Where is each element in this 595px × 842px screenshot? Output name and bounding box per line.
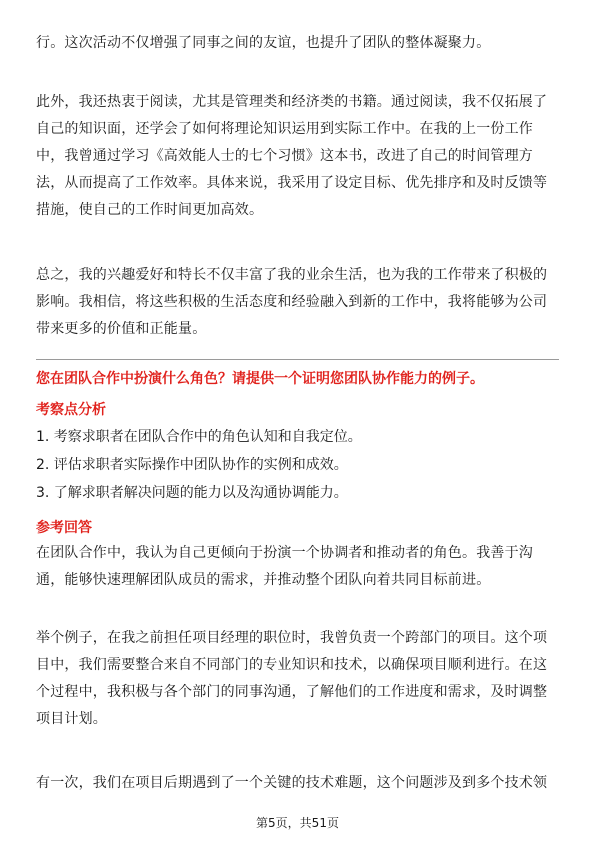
text-line: 法，从而提高了工作效率。具体来说，我采用了设定目标、优先排序和及时反馈等 xyxy=(36,175,548,191)
text-line: 有一次，我们在项目后期遇到了一个关键的技术难题，这个问题涉及到多个技术领 xyxy=(36,775,548,791)
analysis-item: 1. 考察求职者在团队合作中的角色认知和自我定位。 xyxy=(36,429,362,445)
answer-heading: 参考回答 xyxy=(36,520,92,536)
paragraph-reading xyxy=(36,89,560,224)
paragraph-answer-example xyxy=(36,625,560,733)
text-line: 影响。我相信，将这些积极的生活态度和经验融入到新的工作中，我将能够为公司 xyxy=(36,294,548,310)
section-divider xyxy=(36,359,559,360)
text-line: 项目计划。 xyxy=(36,711,107,727)
paragraph-answer-role xyxy=(36,540,560,594)
text-line: 举个例子，在我之前担任项目经理的职位时，我曾负责一个跨部门的项目。这个项 xyxy=(36,630,548,646)
analysis-heading: 考察点分析 xyxy=(36,402,106,418)
text-line: 行。这次活动不仅增强了同事之间的友谊，也提升了团队的整体凝聚力。 xyxy=(36,35,491,51)
text-line: 在团队合作中，我认为自己更倾向于扮演一个协调者和推动者的角色。我善于沟 xyxy=(36,545,533,561)
text-line: 个过程中，我积极与各个部门的同事沟通，了解他们的工作进度和需求，及时调整 xyxy=(36,684,548,700)
interview-question: 您在团队合作中扮演什么角色？请提供一个证明您团队协作能力的例子。 xyxy=(36,371,484,387)
paragraph-summary xyxy=(36,262,560,343)
text-line: 通，能够快速理解团队成员的需求，并推动整个团队向着共同目标前进。 xyxy=(36,572,491,588)
text-line: 带来更多的价值和正能量。 xyxy=(36,321,207,337)
analysis-item: 3. 了解求职者解决问题的能力以及沟通协调能力。 xyxy=(36,485,348,501)
paragraph-answer-problem xyxy=(36,770,560,797)
text-line: 中，我曾通过学习《高效能人士的七个习惯》这本书，改进了自己的时间管理方 xyxy=(36,148,533,164)
text-line: 措施，使自己的工作时间更加高效。 xyxy=(36,202,264,218)
text-line: 此外，我还热衷于阅读，尤其是管理类和经济类的书籍。通过阅读，我不仅拓展了 xyxy=(36,94,548,110)
text-line: 自己的知识面，还学会了如何将理论知识运用到实际工作中。在我的上一份工作 xyxy=(36,121,533,137)
text-line: 总之，我的兴趣爱好和特长不仅丰富了我的业余生活，也为我的工作带来了积极的 xyxy=(36,267,548,283)
analysis-item: 2. 评估求职者实际操作中团队协作的实例和成效。 xyxy=(36,457,348,473)
paragraph-activity-end xyxy=(36,30,560,57)
page-number-footer: 第5页，共51页 xyxy=(256,816,339,830)
text-line: 目中，我们需要整合来自不同部门的专业知识和技术，以确保项目顺利进行。在这 xyxy=(36,657,548,673)
